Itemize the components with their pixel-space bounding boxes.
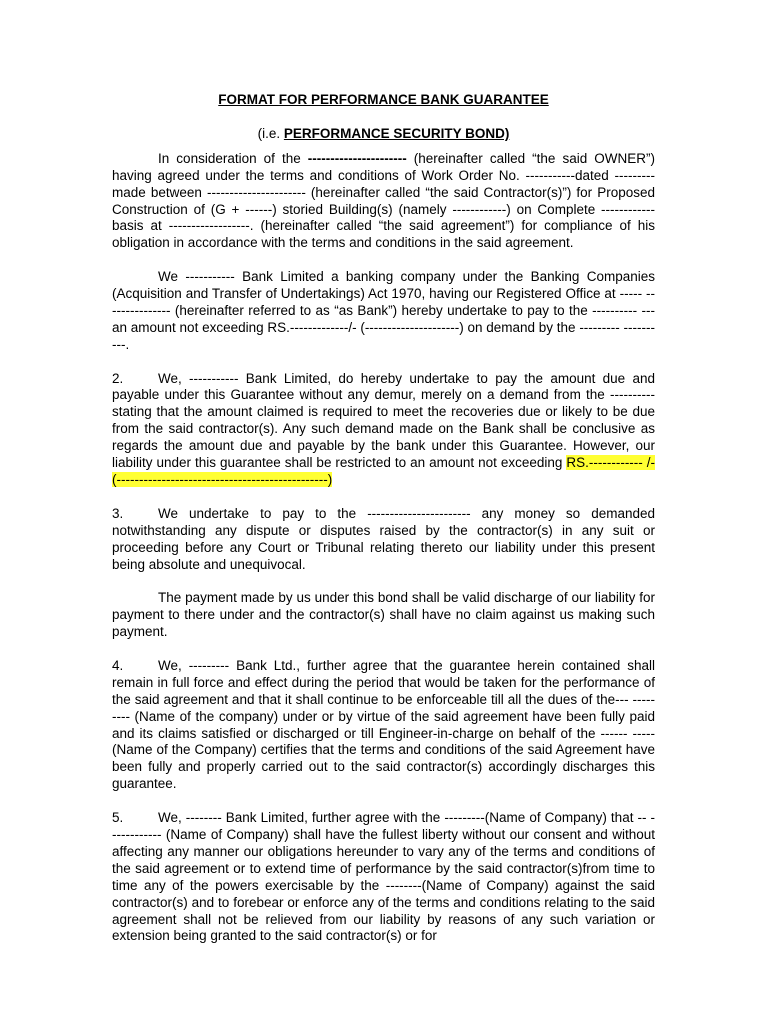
clause-4 [112,658,655,793]
clause-number: 5. [112,810,124,826]
clause-5 [112,810,655,945]
document-page [112,92,655,962]
paragraph-bank-undertaking: We ----------- Bank Limited a banking company under the Banking Companies (Acquisition and Transfer of Undertakings) Act 1970, having our Registered Office at ----- --------------- (hereinafter referred to as “as Bank”) hereby undertake to pay to the ---------- --- an amount not exceeding RS.-------------/- (---------------------) on demand by the --------- ----------. [112,269,655,352]
subtitle-bold: PERFORMANCE SECURITY BOND) [283,125,510,141]
subtitle-prefix: (i.e. [257,125,284,141]
clause-3 [112,506,655,574]
clause-number: 4. [112,657,124,673]
p1-start: In consideration of the [158,150,308,166]
clause-number: 3. [112,505,124,521]
paragraph-consideration [112,151,655,252]
clause-5-text: We, -------- Bank Limited, further agree with the ---------(Name of Company) that -- ------------ (Name of Company) shall have the fullest liberty without our consent and without affecting any manner our obligations hereunder to vary any of the terms and conditions of the said agreement or to extend time of performance by the said contractor(s)from time to time any of the powers exercisable by the --------(Name of Company) against the said contractor(s) and to forebear or enforce any of the terms and conditions relating to the said agreement shall not be relieved from our liability by reasons of any such variation or extension being granted to the said contractor(s) or for [112,810,655,944]
clause-2-text: We, ----------- Bank Limited, do hereby undertake to pay the amount due and payable under this Guarantee without any demur, merely on a demand from the ---------- stating that the amount claimed is required to meet the recoveries due or likely to be due from the said contractor(s). Any such demand made on the Bank shall be conclusive as regards the amount due and payable by the bank under this Guarantee. However, our liability under this guarantee shall be restricted to an amount not exceeding [112,370,655,471]
clause-3-text: We undertake to pay to the ----------------------- any money so demanded notwithstanding any dispute or disputes raised by the contractor(s) in any suit or proceeding before any Court or Tribunal relating thereto our liability under this present being absolute and unequivocal. [112,505,655,572]
highlighted-amount: RS.------------ /- (-----------------------------------------------) [112,455,656,487]
document-title: FORMAT FOR PERFORMANCE BANK GUARANTEE [218,92,549,107]
clause-number: 2. [112,370,124,386]
p1-blank: ---------------------- [307,150,407,166]
paragraph-payment-discharge: The payment made by us under this bond shall be valid discharge of our liability for payment to there under and the contractor(s) shall have no claim against us making such payment. [112,590,655,640]
p1-rest: (hereinafter called “the said OWNER”) having agreed under the terms and conditions of Work Order No. -----------dated --------- made between ---------------------- (hereinafter called “the said Contractor(s)”) for Proposed Construction of (G + ------) storied Building(s) (namely ------------) on Complete ------------ basis at ------------------. (hereinafter called “the said agreement”) for compliance of his obligation in accordance with the terms and conditions in the said agreement. [112,150,655,251]
clause-4-text: We, --------- Bank Ltd., further agree that the guarantee herein contained shall remain in full force and effect during the period that would be taken for the performance of the said agreement and that it shall continue to be enforceable till all the dues of the--- --------- (Name of the company) under or by virtue of the said agreement have been fully paid and its claims satisfied or discharged or till Engineer-in-charge on behalf of the ------ -----(Name of the Company) certifies that the terms and conditions of the said Agreement have been fully and properly carried out to the said contractor(s) accordingly discharges this guarantee. [112,657,655,792]
clause-2 [112,371,655,489]
document-subtitle [112,126,655,143]
